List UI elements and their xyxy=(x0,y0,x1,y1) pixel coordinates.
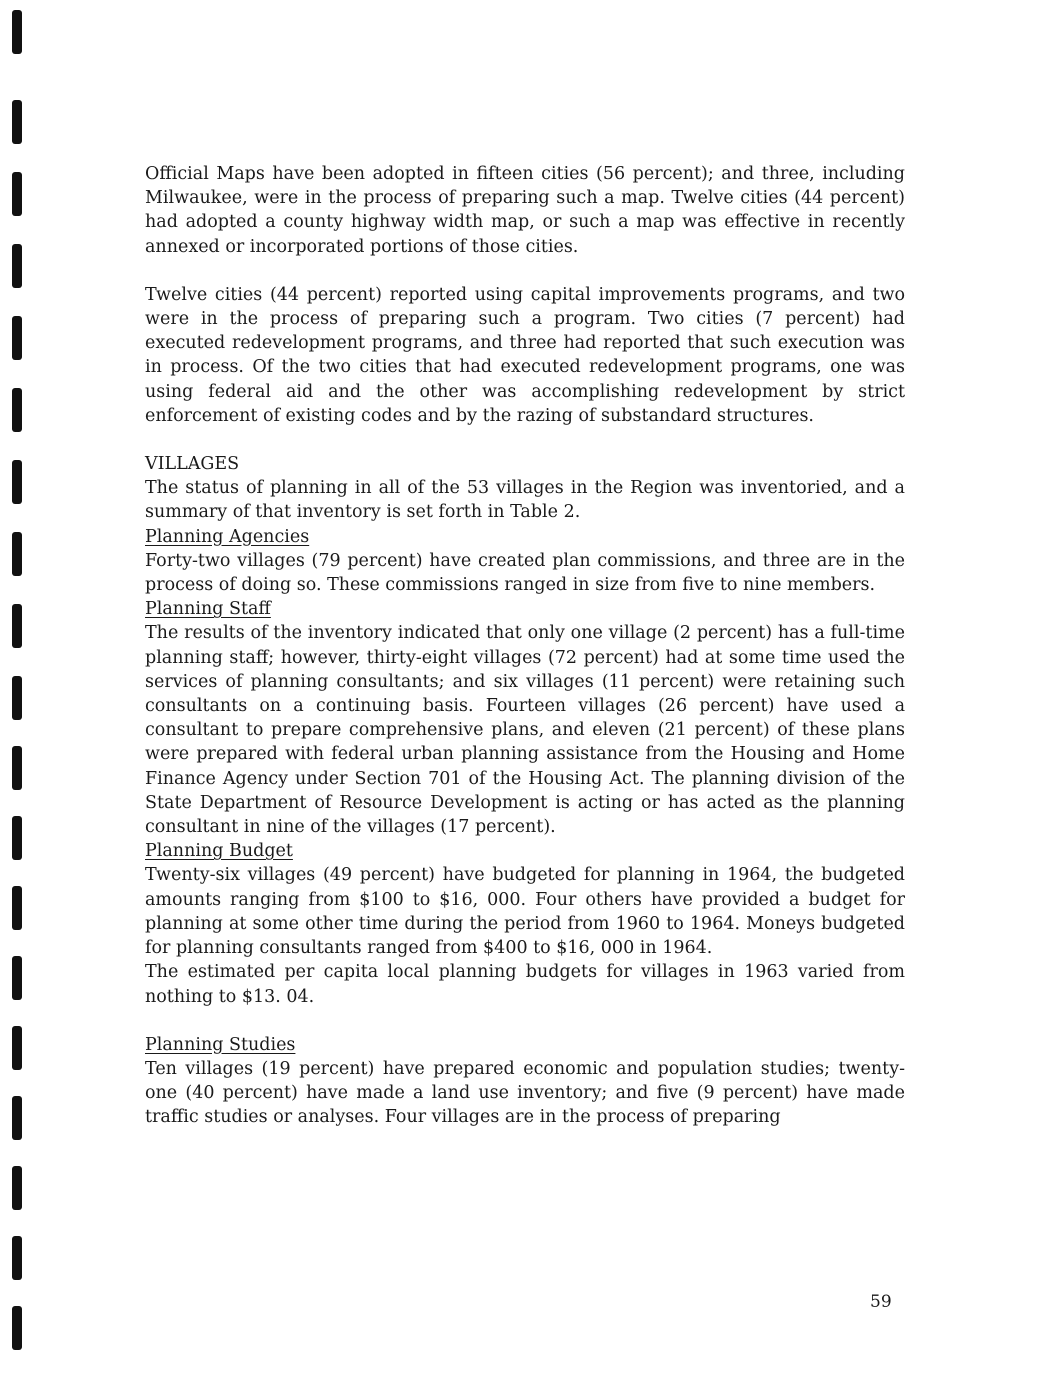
villages-intro: The status of planning in all of the 53 villages in the Region was inventoried, and a summary of that inventory is set forth in Table 2. xyxy=(145,478,905,523)
planning-budget-heading: Planning Budget xyxy=(145,841,293,862)
binding-hole xyxy=(12,746,22,790)
planning-staff-text: The results of the inventory indicated that only one village (2 percent) has a full-time planning staff; however, thirty-eight villages (72 percent) had at some time used the services of planning consultants; and six villages (11 percent) were retaining such consultants on a continuing basis. Fourteen villages (26 percent) have used a consultant to prepare comprehensive plans, and eleven (21 percent) of these plans were prepared with federal urban planning assistance from the Housing and Home Finance Agency under Section 701 of the Housing Act. The planning division of the State Department of Resource Development is acting or has acted as the planning consultant in nine of the villages (17 percent). xyxy=(145,623,905,838)
planning-budget-text: Twenty-six villages (49 percent) have budgeted for planning in 1964, the budgeted amounts ranging from $100 to $16, 000. Four others have provided a budget for planning at some other time during the period from 1960 to 1964. Moneys budgeted for planning consultants ranged from $400 to $16, 000 in 1964. xyxy=(145,865,905,959)
binding-hole xyxy=(12,1236,22,1280)
planning-agencies-heading: Planning Agencies xyxy=(145,526,310,547)
binding-hole xyxy=(12,244,22,288)
binding-hole xyxy=(12,172,22,216)
planning-agencies-section xyxy=(145,525,905,598)
planning-studies-text: Ten villages (19 percent) have prepared economic and population studies; twenty-one (40 percent) have made a land use inventory; and five (9 percent) have made traffic studies or analyses. Four villages are in the process of preparing xyxy=(145,1058,905,1128)
binding-hole xyxy=(12,816,22,860)
planning-studies-section xyxy=(145,1033,905,1130)
binding-hole xyxy=(12,956,22,1000)
per-capita-budget-paragraph: The estimated per capita local planning budgets for villages in 1963 varied from nothing to $13. 04. xyxy=(145,962,905,1007)
planning-studies-heading: Planning Studies xyxy=(145,1034,296,1055)
binding-hole xyxy=(12,1166,22,1210)
binding-hole xyxy=(12,604,22,648)
binding-hole xyxy=(12,1306,22,1350)
official-maps-paragraph: Official Maps have been adopted in fifteen cities (56 percent); and three, including Milwaukee, were in the process of preparing such a map. Twelve cities (44 percent) had adopted a county highway width map, or such a map was effective in recently annexed or incorporated portions of those cities. xyxy=(145,164,905,257)
binding-hole xyxy=(12,460,22,504)
planning-agencies-text: Forty-two villages (79 percent) have created plan commissions, and three are in the process of doing so. These commissions ranged in size from five to nine members. xyxy=(145,550,905,596)
villages-section xyxy=(145,452,905,525)
binding-hole xyxy=(12,1026,22,1070)
villages-heading: VILLAGES xyxy=(145,454,240,475)
binding-hole xyxy=(12,1096,22,1140)
planning-staff-section xyxy=(145,597,905,839)
binding-hole xyxy=(12,886,22,930)
page-number: 59 xyxy=(870,1292,892,1312)
planning-budget-section xyxy=(145,839,905,960)
binding-hole xyxy=(12,10,22,54)
binding-hole xyxy=(12,676,22,720)
binding-hole xyxy=(12,316,22,360)
binding-hole xyxy=(12,388,22,432)
capital-improvements-paragraph: Twelve cities (44 percent) reported using capital improvements programs, and two were in the process of preparing such a program. Two cities (7 percent) had executed redevelopment programs, and three had reported that such execution was in process. Of the two cities that had executed redevelopment programs, one was using federal aid and the other was accomplishing redevelopment by strict enforcement of existing codes and by the razing of substandard structures. xyxy=(145,284,905,426)
binding-hole xyxy=(12,100,22,144)
binding-holes xyxy=(10,0,26,1380)
binding-hole xyxy=(12,532,22,576)
page-body xyxy=(145,162,905,1130)
planning-staff-heading: Planning Staff xyxy=(145,599,271,620)
